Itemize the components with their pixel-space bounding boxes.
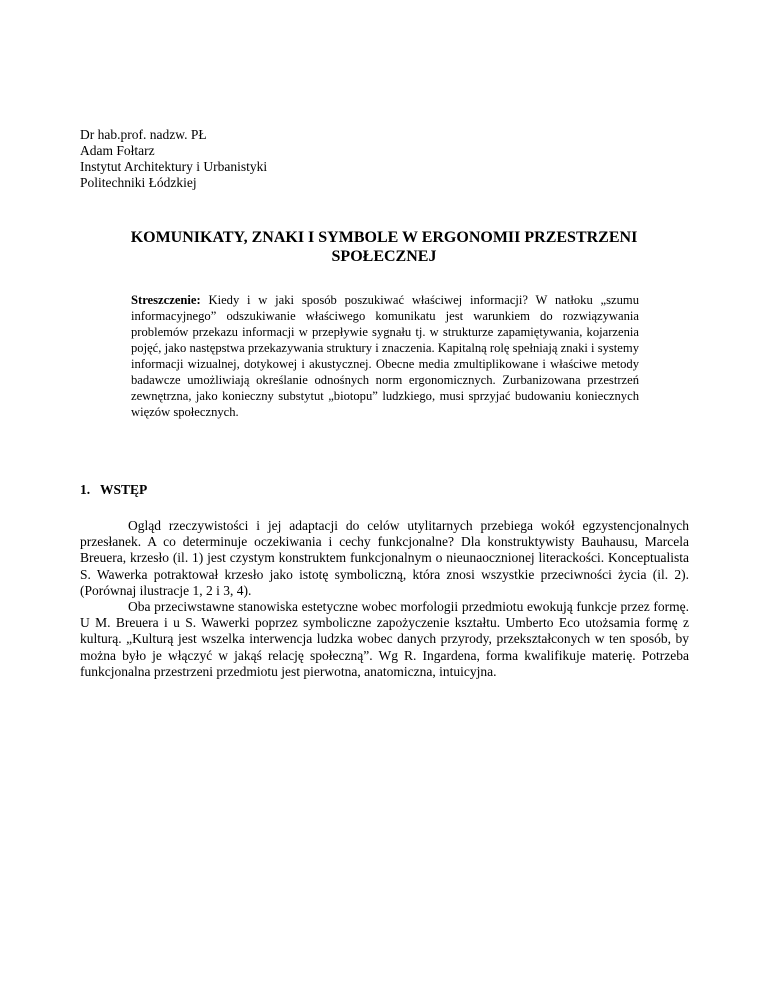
abstract [131, 292, 639, 420]
abstract-label: Streszczenie: [131, 293, 201, 307]
section-heading [80, 482, 147, 498]
body-paragraph-2: Oba przeciwstawne stanowiska estetyczne wobec morfologii przedmiotu ewokują funkcje przez formę. U M. Breuera i u S. Wawerki poprzez symboliczne zapożyczenie kształtu. Umberto Eco utożsamia formę z kulturą. „Kulturą jest wszelka interwencja ludzka wobec danych przyrody, przekształconych w ten sposób, by można było je włączyć w jakąś relację społeczną”. Wg R. Ingardena, forma kwalifikuje materię. Potrzeba funkcjonalna przestrzeni przedmiotu jest pierwotna, anatomiczna, intuicyjna. [80, 599, 689, 679]
author-block [80, 127, 267, 191]
abstract-text: Kiedy i w jaki sposób poszukiwać właściwej informacji? W natłoku „szumu informacyjnego” odszukiwanie właściwego komunikatu jest warunkiem do rozwiązywania problemów przekazu informacji w przepływie sygnału tj. w strukturze zapamiętywania, kojarzenia pojęć, jako następstwa przekazywania struktury i znaczenia. Kapitalną rolę spełniają znaki i systemy informacji wizualnej, dotykowej i akustycznej. Obecne media zmultiplikowane i właściwe metody badawcze umożliwiają określanie odnośnych norm ergonomicznych. Zurbanizowana przestrzeń zewnętrzna, jako konieczny substytut „biotopu” ludzkiego, musi sprzyjać budowaniu koniecznych więzów społecznych. [131, 293, 639, 419]
author-university: Politechniki Łódzkiej [80, 175, 197, 190]
section-number: 1. [80, 482, 91, 497]
author-degree: Dr hab.prof. nadzw. PŁ [80, 127, 207, 142]
author-institute: Instytut Architektury i Urbanistyki [80, 159, 268, 174]
paper-title-line-1: KOMUNIKATY, ZNAKI I SYMBOLE W ERGONOMII PRZESTRZENI [130, 229, 638, 246]
author-name: Adam Fołtarz [80, 143, 155, 158]
body-paragraph-1: Ogląd rzeczywistości i jej adaptacji do celów utylitarnych przebiega wokół egzystencjonalnych przesłanek. A co determinuje oczekiwania i cechy funkcjonalne? Dla konstruktywisty Bauhausu, Marcela Breuera, krzesło (il. 1) jest czystym konstruktem funkcjonalnym o nieunaocznionej literackości. Konceptualista S. Wawerka potraktował krzesło jako istotę symboliczną, która znosi wszystkie przeciwności życia (il. 2). (Porównaj ilustracje 1, 2 i 3, 4). [80, 518, 689, 598]
body-text [80, 518, 689, 680]
paper-title-line-2: SPOŁECZNEJ [331, 248, 437, 265]
paper-title [80, 228, 688, 266]
section-title: WSTĘP [100, 482, 148, 497]
